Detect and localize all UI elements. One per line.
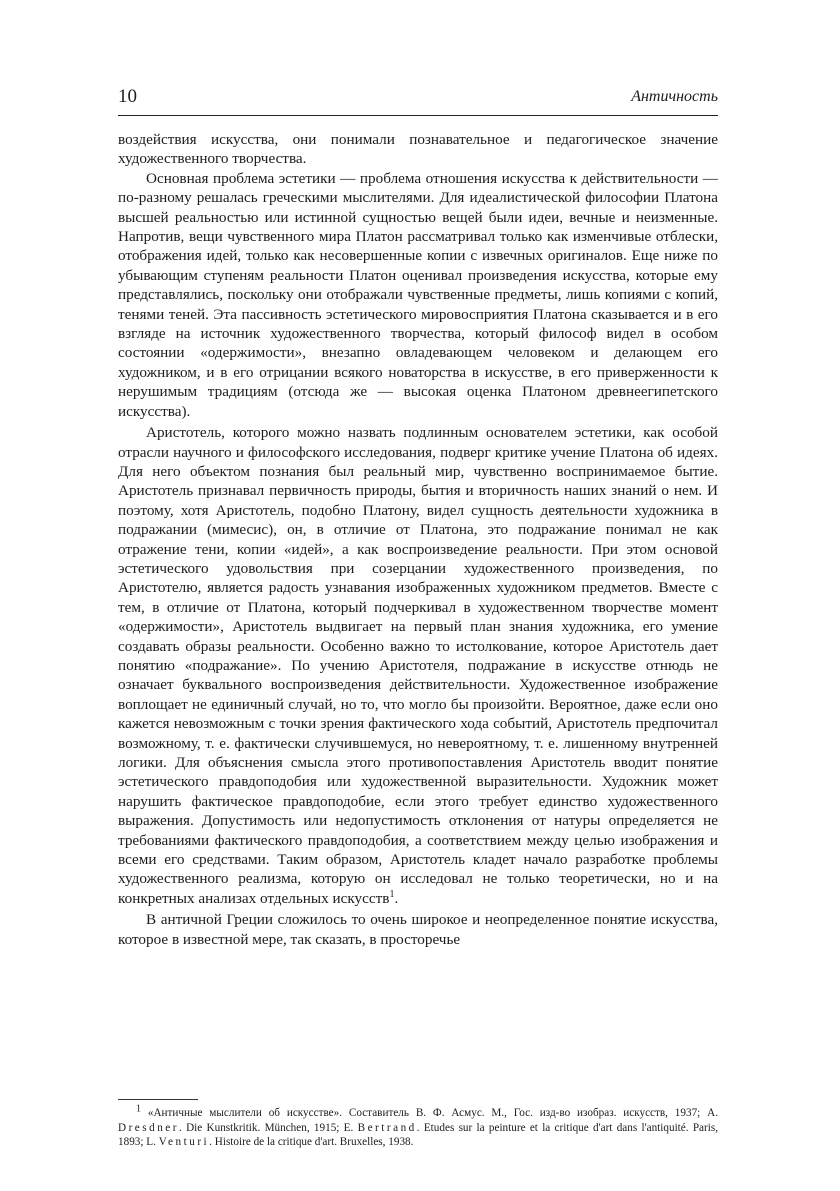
footnote-part-4: . Histoire de la critique d'art. Bruxelles, 1938. bbox=[209, 1136, 414, 1149]
main-text bbox=[118, 130, 718, 949]
page-number: 10 bbox=[118, 86, 137, 107]
footnote-part-2: . Die Kunstkritik. München, 1915; E. bbox=[179, 1121, 354, 1134]
paragraph-4: В античной Греции сложилось то очень широкое и неопределенное понятие искусства, которое в известной мере, так сказать, в просторечье bbox=[118, 911, 718, 948]
paragraph-3-text: Аристотель, которого можно назвать подлинным основателем эстетики, как особой отрасли научного и философского исследования, подверг критике учение Платона об идеях. Для него объектом познания был реальный мир, чувственно воспринимаемое бытие. Аристотель признавал первичность природы, бытия и вторичность наших знаний о нем. И поэтому, хотя Аристотель, подобно Платону, видел сущность деятельности художника в подражании (мимесис), он, в отличие от Платона, это подражание понимал не как отражение тени, копии «идей», а как воспроизведение реальности. При этом основой эстетического удовольствия при созерцании художественного произведения, по Аристотелю, является радость узнавания изображенных художником предметов. Вместе с тем, в отличие от Платона, который подчеркивал в художественном творчестве момент «одержимости», Аристотель выдвигает на первый план знания художника, его умение создавать образы реальности. Особенно важно то истолкование, которое Аристотель дает понятию «подражание». По учению Аристотеля, подражание в искусстве отнюдь не означает буквального воспроизведения действительности. Художественное изображение воплощает не единичный случай, но то, что могло бы произойти. Вероятное, даже если оно кажется невозможным с точки зрения фактического хода событий, Аристотель предпочитал возможному, т. е. фактически случившемуся, но невероятному, т. е. лишенному внутренней логики. Для объяснения смысла этого противопоставления Аристотель вводит понятие эстетического правдоподобия или художественной выразительности. Художник может нарушить фактическое правдоподобие, если этого требует единство художественного выражения. Допустимость или недопустимость отклонения от натуры определяется не требованиями фактического правдоподобия, а соответствием между целью изображения и всеми его средствами. Таким образом, Аристотель кладет начало разработке проблемы художественного реализма, которую он исследовал не только теоретически, но и на конкретных анализах отдельных искусств bbox=[118, 424, 718, 907]
paragraph-3 bbox=[118, 423, 718, 908]
footnote-author-1: Dresdner bbox=[118, 1121, 180, 1134]
footnote-author-2: Bertrand bbox=[357, 1121, 417, 1134]
header-rule bbox=[118, 115, 718, 116]
footnotes bbox=[118, 1103, 719, 1150]
paragraph-3-end: . bbox=[394, 889, 399, 907]
footnote-rule bbox=[118, 1099, 198, 1100]
paragraph-1: воздействия искусства, они понимали познавательное и педагогическое значение художественного творчества. bbox=[118, 131, 718, 168]
footnote-1 bbox=[118, 1103, 719, 1150]
page-header bbox=[118, 86, 718, 112]
footnote-part-3: . Etudes sur la peinture et la critique d'art dans l'antiquité. Paris, 1893; L. bbox=[118, 1121, 719, 1149]
footnote-reference[interactable]: 1 bbox=[389, 888, 395, 900]
footnote-part-1: «Античные мыслители об искусстве». Составитель В. Ф. Асмус. М., Гос. изд-во изобраз. искусств, 1937; A. bbox=[147, 1107, 719, 1119]
footnote-mark: 1 bbox=[136, 1103, 141, 1115]
running-title: Античность bbox=[631, 88, 718, 105]
footnote-author-3: Venturi bbox=[158, 1136, 210, 1149]
paragraph-2: Основная проблема эстетики — проблема отношения искусства к действительности — по-разному решалась греческими мыслителями. Для идеалистической философии Платона высшей реальностью или истинной сущностью вещей были идеи, вечные и неизменные. Напротив, вещи чувственного мира Платон рассматривал только как изменчивые отблески, отображения идей, только как несовершенные копии с извечных оригиналов. Еще ниже по убывающим ступеням реальности Платон оценивал произведения искусства, которые ему представлялись, поскольку они отображали чувственные предметы, лишь копиями с копий, тенями теней. Эта пассивность эстетического мировосприятия Платона сказывается и в его взгляде на источник художественного творчества, который философ видел в особом состоянии «одержимости», внезапно овладевающем человеком и делающем его художником, и в его отрицании всякого новаторства в искусстве, в его приверженности к нерушимым традициям (отсюда же — высокая оценка Платоном древнеегипетского искусства). bbox=[118, 169, 718, 420]
